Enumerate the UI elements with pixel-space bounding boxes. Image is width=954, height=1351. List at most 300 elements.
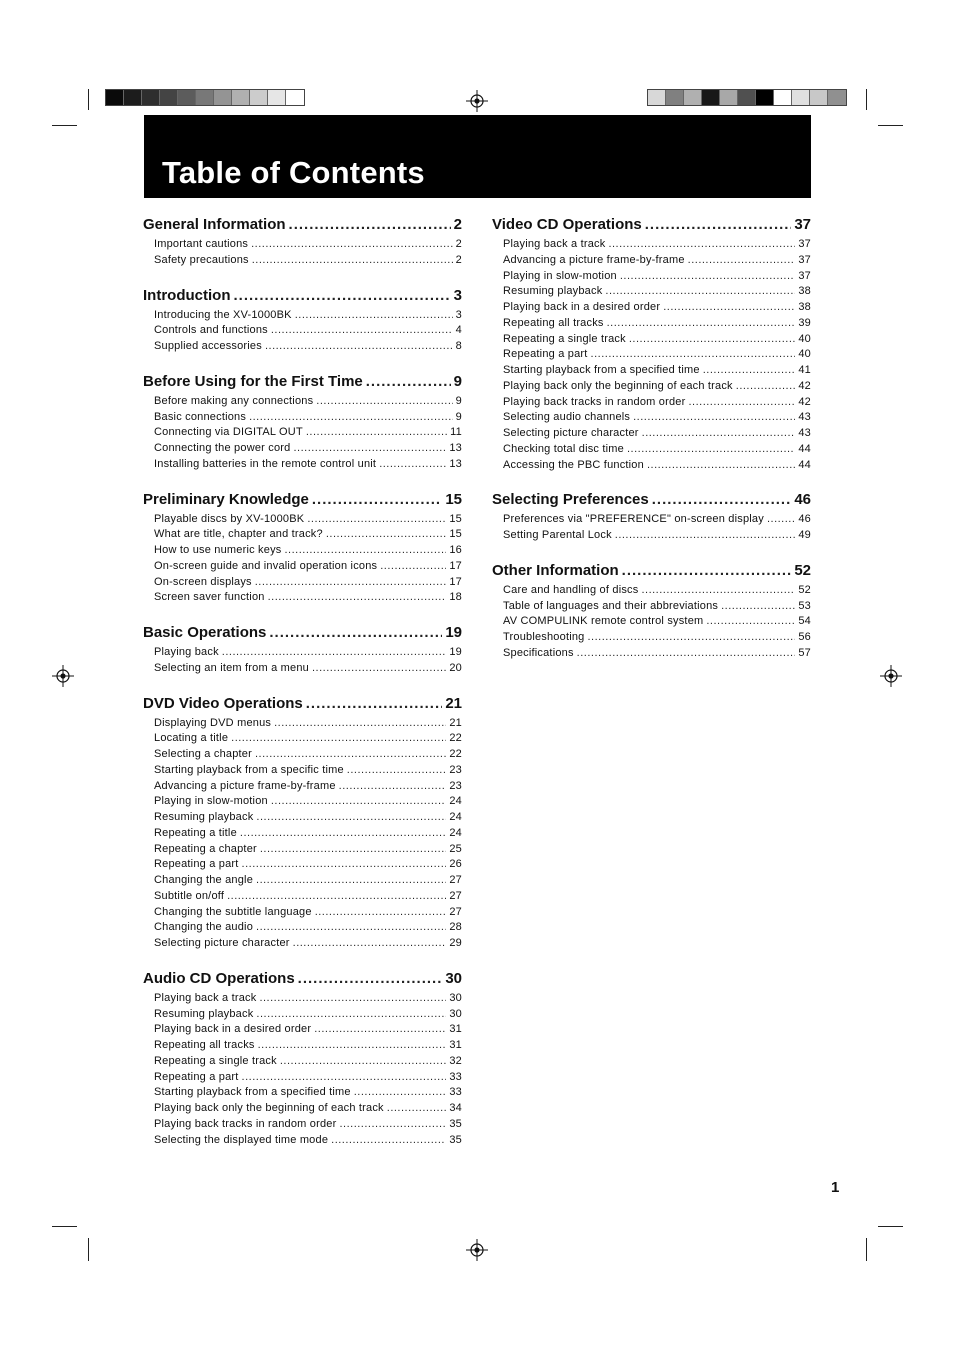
entry-title: Changing the angle (154, 874, 254, 886)
section-title: Selecting Preferences (492, 491, 649, 509)
toc-entry[interactable] (143, 905, 462, 921)
entry-page: 2 (455, 238, 462, 250)
color-swatch (666, 90, 684, 105)
entry-title: Selecting picture character (154, 937, 290, 949)
section-title: Other Information (492, 561, 619, 579)
entry-page: 3 (455, 308, 462, 321)
entry-page: 23 (449, 779, 462, 792)
entry-title: Repeating a part (503, 348, 588, 361)
toc-entry[interactable] (492, 269, 811, 285)
entry-title: AV COMPULINK remote control system (503, 615, 704, 628)
leader-dots (620, 269, 796, 285)
crop-mark (52, 125, 77, 126)
entry-title: Accessing the PBC function (503, 458, 644, 471)
leader-dots (641, 583, 795, 599)
leader-dots (315, 905, 447, 921)
toc-entry[interactable] (143, 457, 462, 473)
leader-dots (706, 614, 795, 630)
toc-entry[interactable] (492, 442, 811, 458)
toc-entry[interactable] (143, 763, 462, 779)
entry-page: 33 (449, 1086, 462, 1099)
color-swatch (250, 90, 268, 105)
leader-dots (271, 323, 453, 339)
entry-page: 17 (449, 559, 462, 572)
entry-page: 42 (798, 379, 811, 392)
leader-dots (293, 441, 446, 457)
toc-entry[interactable] (143, 1133, 462, 1149)
leader-dots (269, 621, 442, 645)
leader-dots (615, 528, 796, 544)
leader-dots (316, 394, 452, 410)
entry-page: 31 (449, 1039, 462, 1051)
toc-section-general-information (143, 213, 462, 269)
toc-entry[interactable] (143, 1085, 462, 1101)
registration-mark-icon (466, 1239, 488, 1261)
toc-entry[interactable] (143, 731, 462, 747)
entry-title: Repeating a title (154, 826, 237, 839)
leader-dots (366, 370, 451, 394)
entry-page: 20 (449, 661, 462, 674)
toc-section-heading[interactable] (492, 488, 811, 512)
entry-title: Table of languages and their abbreviations (503, 599, 719, 612)
entry-title: Repeating a single track (154, 1054, 277, 1067)
crop-mark (52, 1226, 77, 1227)
leader-dots (607, 316, 796, 332)
leader-dots (256, 810, 446, 826)
entry-page: 28 (449, 921, 462, 934)
leader-dots (622, 559, 792, 583)
crop-mark (88, 1238, 89, 1261)
section-page: 37 (794, 216, 811, 233)
entry-title: Preferences via "PREFERENCE" on-screen display (503, 513, 764, 526)
entry-title: Connecting via DIGITAL OUT (154, 426, 303, 439)
leader-dots (268, 590, 447, 606)
section-page: 3 (453, 286, 462, 304)
entry-title: Important cautions (154, 238, 249, 250)
entry-page: 49 (798, 529, 811, 541)
leader-dots (326, 527, 447, 543)
entry-page: 8 (455, 340, 462, 352)
toc-entry[interactable] (492, 253, 811, 269)
entry-title: Playing back in a desired order (154, 1023, 312, 1036)
color-bar-left (105, 89, 305, 106)
entry-page: 30 (449, 1007, 462, 1020)
section-title: Preliminary Knowledge (143, 490, 309, 508)
color-swatch (810, 90, 828, 105)
toc-entry[interactable] (492, 528, 811, 544)
entry-page: 27 (449, 874, 462, 886)
toc-entry[interactable] (143, 1054, 462, 1070)
toc-entry[interactable] (143, 237, 462, 253)
toc-section-audio-cd-operations (143, 967, 462, 1149)
entry-page: 13 (449, 442, 462, 454)
leader-dots (258, 1038, 447, 1054)
leader-dots (629, 332, 796, 348)
color-swatch (286, 90, 304, 105)
entry-page: 17 (449, 575, 462, 588)
toc-entry[interactable] (143, 1038, 462, 1054)
toc-entry[interactable] (143, 936, 462, 952)
leader-dots (231, 731, 446, 747)
toc-entry[interactable] (143, 810, 462, 826)
entry-page: 44 (798, 458, 811, 471)
leader-dots (255, 747, 446, 763)
toc-column-left (143, 213, 462, 1163)
crop-mark (88, 89, 89, 110)
color-swatch (738, 90, 756, 105)
entry-page: 43 (798, 411, 811, 424)
entry-title: Checking total disc time (503, 442, 624, 455)
toc-entry[interactable] (143, 794, 462, 810)
toc-entry[interactable] (492, 426, 811, 442)
entry-title: Repeating all tracks (154, 1039, 255, 1051)
color-swatch (232, 90, 250, 105)
leader-dots (260, 842, 446, 858)
toc-entry[interactable] (492, 347, 811, 363)
toc-entry[interactable] (143, 323, 462, 339)
entry-page: 21 (449, 716, 462, 729)
toc-entry[interactable] (492, 363, 811, 379)
entry-title: Repeating a single track (503, 332, 626, 345)
leader-dots (307, 512, 446, 528)
entry-title: Care and handling of discs (503, 583, 639, 596)
entry-title: Advancing a picture frame-by-frame (503, 253, 685, 266)
entry-page: 37 (798, 238, 811, 250)
toc-section-video-cd-operations (492, 213, 811, 473)
entry-page: 24 (449, 795, 462, 808)
toc-entry[interactable] (143, 991, 462, 1007)
leader-dots (271, 794, 447, 810)
entry-page: 46 (798, 513, 811, 526)
leader-dots (688, 395, 795, 411)
section-page: 19 (445, 624, 462, 641)
entry-page: 18 (449, 591, 462, 604)
entry-page: 24 (449, 826, 462, 839)
entry-page: 22 (449, 732, 462, 745)
toc-section-dvd-video-operations (143, 692, 462, 952)
entry-title: On-screen guide and invalid operation icons (154, 559, 378, 572)
toc-entry[interactable] (143, 590, 462, 606)
entry-title: Playable discs by XV-1000BK (154, 512, 305, 525)
toc-entry[interactable] (492, 237, 811, 253)
leader-dots (293, 936, 447, 952)
entry-page: 11 (450, 426, 462, 439)
leader-dots (274, 716, 446, 732)
toc-section-heading[interactable] (492, 213, 811, 237)
leader-dots (339, 1117, 446, 1133)
entry-page: 44 (798, 442, 811, 455)
toc-section-heading[interactable] (143, 621, 462, 645)
section-page: 30 (445, 969, 462, 987)
registration-mark-icon (466, 90, 488, 112)
toc-entry[interactable] (143, 394, 462, 410)
leader-dots (256, 920, 446, 936)
leader-dots (251, 237, 453, 253)
leader-dots (233, 284, 450, 308)
toc-entry[interactable] (492, 458, 811, 474)
leader-dots (256, 873, 446, 889)
section-page: 9 (453, 372, 462, 390)
toc-section-heading[interactable] (143, 213, 462, 237)
entry-page: 41 (798, 364, 811, 376)
leader-dots (298, 967, 443, 991)
entry-page: 4 (455, 324, 462, 337)
leader-dots (314, 1022, 446, 1038)
entry-title: Repeating a part (154, 858, 239, 871)
entry-title: Selecting audio channels (503, 411, 631, 424)
toc-section-basic-operations (143, 621, 462, 677)
section-page: 2 (453, 216, 462, 233)
leader-dots (222, 645, 447, 661)
leader-dots (306, 692, 443, 716)
leader-dots (242, 857, 447, 873)
color-swatch (702, 90, 720, 105)
toc-entry[interactable] (143, 920, 462, 936)
leader-dots (587, 630, 795, 646)
toc-entry[interactable] (143, 575, 462, 591)
leader-dots (259, 991, 446, 1007)
entry-title: Playing in slow-motion (154, 795, 268, 808)
toc-section-heading[interactable] (143, 370, 462, 394)
entry-page: 2 (455, 253, 462, 266)
entry-page: 32 (449, 1054, 462, 1067)
page-title: Table of Contents (162, 155, 425, 190)
section-title: Basic Operations (143, 624, 267, 641)
color-swatch (142, 90, 160, 105)
crop-mark (866, 89, 867, 110)
crop-mark (878, 1226, 903, 1227)
color-swatch (160, 90, 178, 105)
toc-entry[interactable] (143, 716, 462, 732)
entry-title: Connecting the power cord (154, 442, 291, 454)
toc-entry[interactable] (143, 527, 462, 543)
leader-dots (633, 410, 795, 426)
toc-entry[interactable] (143, 747, 462, 763)
entry-page: 43 (798, 427, 811, 439)
entry-title: Subtitle on/off (154, 889, 225, 902)
section-title: Introduction (143, 286, 231, 304)
entry-title: Introducing the XV-1000BK (154, 308, 292, 321)
leader-dots (306, 425, 447, 441)
toc-section-heading[interactable] (143, 967, 462, 991)
leader-dots (252, 253, 453, 269)
leader-dots (249, 410, 453, 426)
entry-page: 24 (449, 811, 462, 823)
entry-title: Resuming playback (154, 811, 254, 823)
entry-page: 40 (798, 348, 811, 361)
entry-page: 27 (449, 905, 462, 918)
color-swatch (792, 90, 810, 105)
color-swatch (774, 90, 792, 105)
toc-entry[interactable] (143, 512, 462, 528)
leader-dots (280, 1054, 447, 1070)
entry-page: 25 (449, 842, 462, 855)
toc-entry[interactable] (143, 779, 462, 795)
entry-page: 9 (455, 410, 462, 423)
toc-section-heading[interactable] (143, 284, 462, 308)
entry-title: Resuming playback (154, 1007, 254, 1020)
color-swatch (684, 90, 702, 105)
leader-dots (577, 646, 796, 662)
color-swatch (178, 90, 196, 105)
leader-dots (642, 426, 796, 442)
entry-title: Advancing a picture frame-by-frame (154, 779, 336, 792)
registration-mark-icon (52, 665, 74, 687)
color-swatch (648, 90, 666, 105)
toc-entry[interactable] (143, 889, 462, 905)
entry-page: 22 (449, 748, 462, 760)
entry-title: Specifications (503, 646, 574, 659)
color-swatch (268, 90, 286, 105)
entry-page: 15 (449, 512, 462, 525)
toc-entry[interactable] (143, 425, 462, 441)
toc-entry[interactable] (143, 339, 462, 355)
toc-entry[interactable] (492, 583, 811, 599)
toc-entry[interactable] (143, 441, 462, 457)
leader-dots (256, 1007, 446, 1023)
leader-dots (379, 457, 446, 473)
leader-dots (767, 512, 795, 528)
toc-entry[interactable] (492, 284, 811, 300)
toc-section-heading[interactable] (492, 559, 811, 583)
toc-entry[interactable] (143, 826, 462, 842)
toc-entry[interactable] (492, 410, 811, 426)
section-title: General Information (143, 216, 286, 233)
leader-dots (295, 308, 453, 324)
entry-page: 37 (798, 269, 811, 282)
entry-page: 42 (798, 395, 811, 408)
entry-title: Playing in slow-motion (503, 269, 617, 282)
entry-title: Starting playback from a specified time (503, 364, 700, 376)
crop-mark (866, 1238, 867, 1261)
entry-page: 33 (449, 1070, 462, 1083)
leader-dots (265, 339, 453, 355)
toc-entry[interactable] (492, 300, 811, 316)
entry-title: Selecting picture character (503, 427, 639, 439)
toc-entry[interactable] (143, 873, 462, 889)
toc-entry[interactable] (492, 379, 811, 395)
leader-dots (347, 763, 447, 779)
toc-entry[interactable] (143, 645, 462, 661)
entry-title: Playing back tracks in random order (503, 395, 686, 408)
leader-dots (354, 1085, 447, 1101)
entry-page: 31 (449, 1023, 462, 1036)
section-page: 46 (794, 491, 811, 509)
toc-section-selecting-preferences (492, 488, 811, 544)
entry-title: How to use numeric keys (154, 544, 282, 556)
leader-dots (284, 543, 446, 559)
crop-mark (878, 125, 903, 126)
toc-section-heading[interactable] (143, 692, 462, 716)
section-title: DVD Video Operations (143, 694, 303, 712)
entry-page: 38 (798, 285, 811, 298)
leader-dots (647, 458, 795, 474)
toc-entry[interactable] (143, 410, 462, 426)
toc-entry[interactable] (143, 559, 462, 575)
toc-entry[interactable] (492, 332, 811, 348)
entry-title: Before making any connections (154, 394, 314, 407)
leader-dots (339, 779, 447, 795)
entry-title: What are title, chapter and track? (154, 528, 323, 541)
leader-dots (380, 559, 446, 575)
toc-entry[interactable] (143, 661, 462, 677)
color-swatch (196, 90, 214, 105)
toc-column-right (492, 213, 811, 677)
section-page: 21 (445, 694, 462, 712)
toc-entry[interactable] (143, 253, 462, 269)
toc-entry[interactable] (143, 1007, 462, 1023)
toc-entry[interactable] (492, 316, 811, 332)
entry-page: 37 (798, 253, 811, 266)
leader-dots (608, 237, 795, 253)
section-page: 15 (445, 490, 462, 508)
toc-entry[interactable] (492, 512, 811, 528)
entry-page: 40 (798, 332, 811, 345)
entry-page: 26 (449, 858, 462, 871)
toc-entry[interactable] (143, 1101, 462, 1117)
toc-entry[interactable] (492, 646, 811, 662)
toc-entry[interactable] (143, 1070, 462, 1086)
entry-title: Selecting a chapter (154, 748, 252, 760)
toc-entry[interactable] (143, 543, 462, 559)
entry-page: 29 (449, 937, 462, 949)
leader-dots (645, 213, 792, 237)
entry-page: 35 (449, 1133, 462, 1146)
leader-dots (688, 253, 796, 269)
leader-dots (331, 1133, 446, 1149)
entry-title: Changing the subtitle language (154, 905, 312, 918)
leader-dots (627, 442, 795, 458)
color-swatch (106, 90, 124, 105)
entry-title: Starting playback from a specific time (154, 763, 344, 776)
toc-entry[interactable] (143, 1022, 462, 1038)
entry-title: Selecting the displayed time mode (154, 1133, 329, 1146)
toc-entry[interactable] (492, 395, 811, 411)
page-number: 1 (831, 1179, 840, 1196)
leader-dots (242, 1070, 447, 1086)
toc-entry[interactable] (143, 308, 462, 324)
toc-entry[interactable] (492, 630, 811, 646)
leader-dots (721, 599, 795, 615)
registration-mark-icon (880, 665, 902, 687)
entry-page: 30 (449, 991, 462, 1004)
color-swatch (756, 90, 774, 105)
leader-dots (591, 347, 796, 363)
entry-title: Starting playback from a specified time (154, 1086, 351, 1099)
toc-entry[interactable] (492, 599, 811, 615)
toc-entry[interactable] (143, 857, 462, 873)
toc-entry[interactable] (492, 614, 811, 630)
entry-title: Installing batteries in the remote control unit (154, 457, 377, 470)
entry-title: Displaying DVD menus (154, 716, 272, 729)
toc-section-other-information (492, 559, 811, 662)
entry-page: 54 (798, 615, 811, 628)
toc-section-heading[interactable] (143, 488, 462, 512)
leader-dots (652, 488, 792, 512)
entry-title: Playing back only the beginning of each track (503, 379, 733, 392)
leader-dots (387, 1101, 447, 1117)
section-page: 52 (794, 561, 811, 579)
entry-page: 56 (798, 631, 811, 643)
toc-entry[interactable] (143, 842, 462, 858)
color-swatch (720, 90, 738, 105)
color-swatch (124, 90, 142, 105)
color-bar-right (647, 89, 847, 106)
toc-entry[interactable] (143, 1117, 462, 1133)
toc-section-introduction (143, 284, 462, 355)
entry-page: 52 (798, 583, 811, 596)
leader-dots (240, 826, 446, 842)
